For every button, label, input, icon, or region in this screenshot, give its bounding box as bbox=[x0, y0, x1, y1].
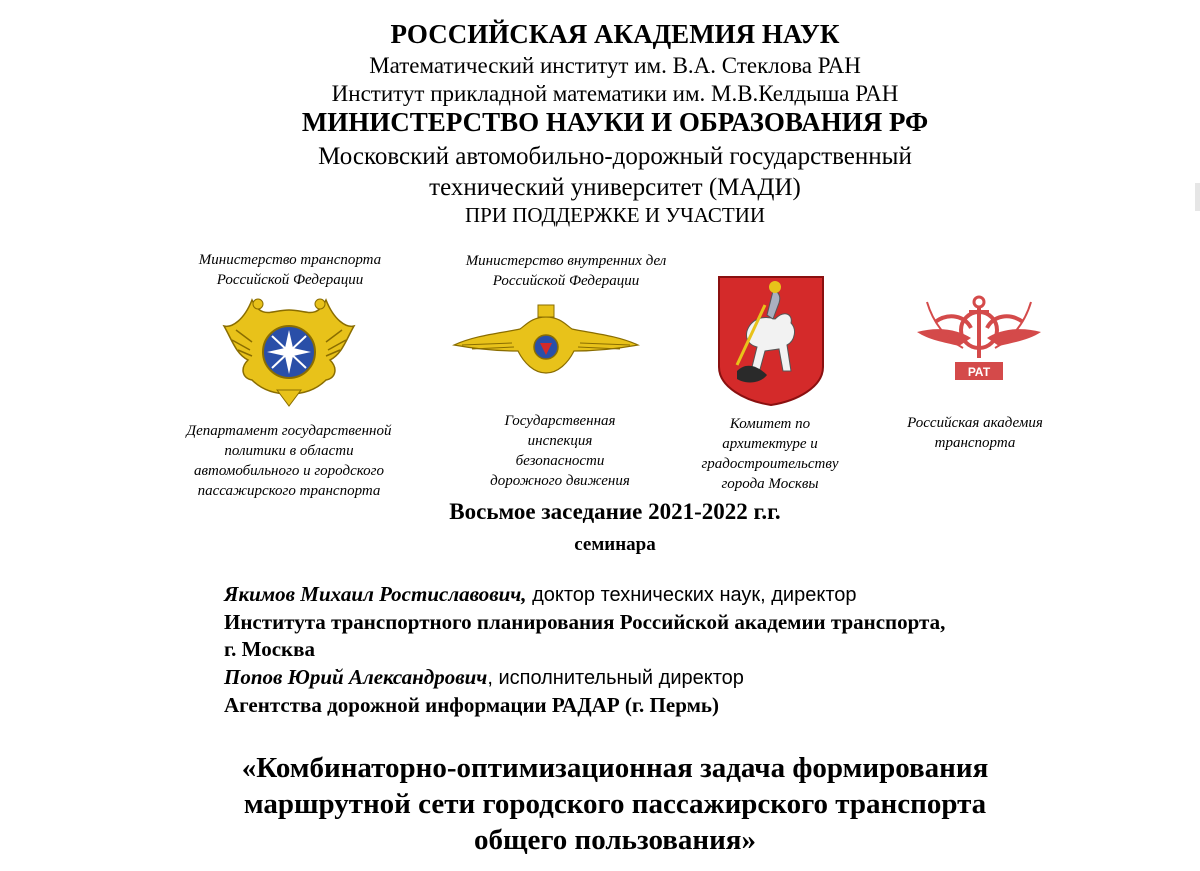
speaker-1 bbox=[224, 581, 945, 663]
header-madi-line2: технический университет (МАДИ) bbox=[429, 174, 801, 201]
header-support: ПРИ ПОДДЕРЖКЕ И УЧАСТИИ bbox=[464, 203, 766, 227]
rat-emblem-icon bbox=[915, 282, 1043, 384]
speaker-2 bbox=[224, 664, 744, 719]
mintrans-caption-bottom: Департамент государственной политики в области автомобильного и городского пассажирского транспорта bbox=[186, 423, 392, 499]
mvd-caption-bottom: Государственная инспекция безопасности дорожного движения bbox=[490, 413, 630, 489]
talk-title-line2: маршрутной сети городского пассажирского транспорта bbox=[243, 788, 987, 820]
mvd-caption-top: Министерство внутренних дел Российской Федерации bbox=[465, 253, 667, 289]
speaker-2-role: , исполнительный директор bbox=[487, 667, 744, 689]
talk-title-line1: «Комбинаторно-оптимизационная задача формирования bbox=[241, 752, 989, 784]
speaker-1-org: Института транспортного планирования Российской академии транспорта, bbox=[224, 610, 946, 634]
talk-title-line3: общего пользования» bbox=[473, 824, 756, 856]
talk-title bbox=[0, 750, 1200, 858]
speaker-1-line bbox=[224, 581, 945, 609]
header-madi bbox=[0, 141, 1200, 203]
speaker-2-org: Агентства дорожной информации РАДАР (г. Пермь) bbox=[224, 693, 719, 717]
speaker-1-role: доктор технических наук, директор bbox=[526, 584, 857, 606]
mintrans-caption-top: Министерство транспорта Российской Федерации bbox=[198, 252, 382, 288]
rat-emblem-text: РАТ bbox=[967, 365, 991, 379]
speaker-2-line bbox=[224, 664, 744, 692]
meeting-title: Восьмое заседание 2021-2022 г.г. bbox=[449, 499, 781, 524]
meeting-subtitle: семинара bbox=[574, 534, 656, 555]
speaker-2-name: Попов Юрий Александрович bbox=[224, 665, 488, 689]
mvd-eagle-icon bbox=[452, 303, 640, 375]
header-academy: РОССИЙСКАЯ АКАДЕМИЯ НАУК bbox=[390, 19, 840, 49]
moscow-caption-bottom: Комитет по архитектуре и градостроительству города Москвы bbox=[701, 416, 839, 492]
double-headed-eagle-icon bbox=[222, 290, 356, 408]
rat-caption-bottom: Российская академия транспорта bbox=[907, 415, 1043, 451]
moscow-coat-of-arms-icon bbox=[717, 275, 825, 407]
speaker-1-name: Якимов Михаил Ростиславович, bbox=[224, 582, 527, 606]
header-keldysh: Институт прикладной математики им. М.В.Келдыша РАН bbox=[331, 81, 899, 106]
header-steklov: Математический институт им. В.А. Стеклова РАН bbox=[369, 53, 861, 78]
edge-mark bbox=[1195, 183, 1200, 211]
speaker-1-city: г. Москва bbox=[224, 637, 315, 661]
header-ministry: МИНИСТЕРСТВО НАУКИ И ОБРАЗОВАНИЯ РФ bbox=[301, 107, 929, 137]
header-madi-line1: Московский автомобильно-дорожный государственный bbox=[318, 143, 912, 170]
